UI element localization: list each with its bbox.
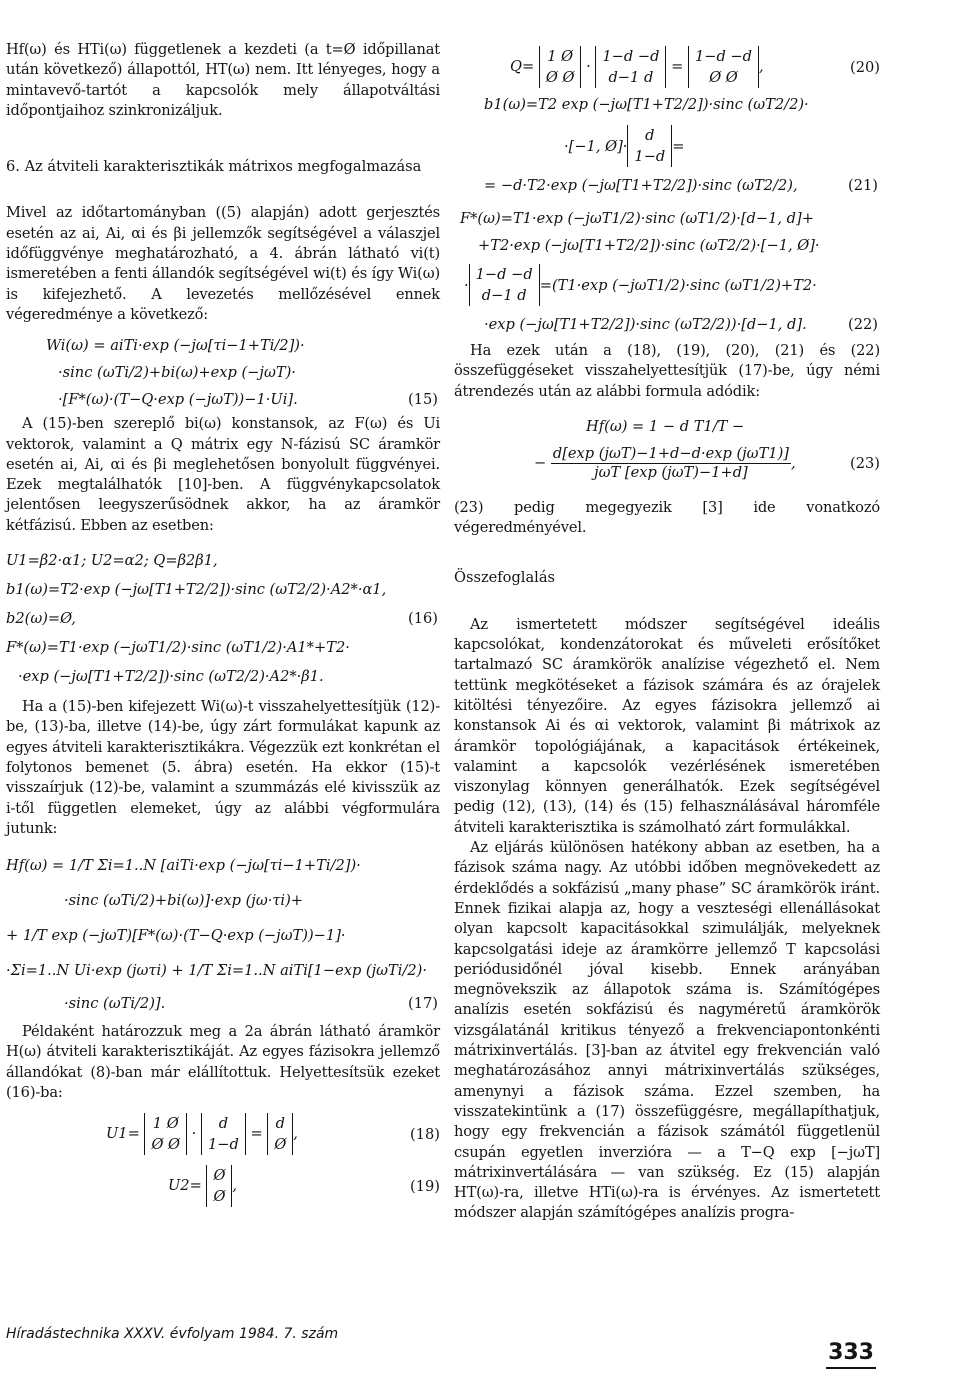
page-number: 333 [826, 1340, 876, 1369]
equation-16-line-2: b1(ω)=T2·exp (−jω[T1+T2/2])·sinc (ωT2/2)·A2*·α1, [6, 581, 387, 599]
equation-16-line-1: U1=β2·α1; U2=α2; Q=β2β1, [6, 552, 218, 570]
equation-17-line-4: ·Σi=1..N Ui·exp (jωτi) + 1/T Σi=1..N aiTi[1−exp (jωTi/2)· [6, 962, 427, 980]
right-column [454, 40, 880, 1224]
intro-paragraph: Hf(ω) és HTi(ω) függetlenek a kezdeti (a t=Ø időpillanat után következő) állapottól, HT(ω) nem. Itt lényeges, hogy a mintavevő-tartót a kapcsolók mely állapotváltási időpontjaihoz szinkronizáljuk. [6, 41, 440, 119]
equation-number: (19) [410, 1177, 440, 1195]
equation-19: U2= Ø Ø, (19) [168, 1167, 440, 1206]
matrix: d 1−d [201, 1113, 246, 1155]
equation-22-line-1: F*(ω)=T1·exp (−jωT1/2)·sinc (ωT1/2)·[d−1, d]+ [460, 210, 814, 227]
paragraph-4: Példaként határozzuk meg a 2a ábrán látható áramkör H(ω) átviteli karakterisztikáját. Az egyes fázisokra jellemző állandókat (8)-ban már elállítottuk. Helyettesítsük ezeket (16)-ba: [6, 1023, 440, 1102]
paragraph-1: Mivel az időtartományban ((5) alapján) adott gerjesztés esetén az ai, Ai, αi és βi jellemzők segítségével a válaszjel időfüggvénye meghatározható, a 4. ábrán látható vi(t) ismeretében a fenti állandók segítségével wi(t) és így Wi(ω) is kifejezhető. A levezetés mellőzésével ennek végeredménye a következő: [6, 204, 440, 323]
left-column [6, 40, 440, 1207]
equation-21-line-2: ·[−1, Ø]· d 1−d = [564, 127, 685, 165]
equation-number: (17) [408, 995, 438, 1013]
equation-16-line-3: b2(ω)=Ø, (16) [6, 610, 438, 628]
equation-number: (20) [850, 58, 880, 76]
equation-21-line-1: b1(ω)=T2 exp (−jω[T1+T2/2])·sinc (ωT2/2)· [484, 96, 809, 113]
summary-heading: Összefoglalás [454, 569, 556, 587]
journal-citation: Híradástechnika XXXV. évfolyam 1984. 7. szám [6, 1326, 339, 1342]
paragraph-right-1: Ha ezek után a (18), (19), (20), (21) és (22) összefüggéseket visszahelyettesítjük (17)-be, úgy némi átrendezés után az alábbi formula adódik: [454, 342, 880, 400]
equation-23-line-1: Hf(ω) = 1 − d T1/T − [586, 417, 745, 435]
matrix: d Ø [267, 1113, 293, 1155]
equation-16-line-4: F*(ω)=T1·exp (−jωT1/2)·sinc (ωT1/2)·A1*+T2· [6, 639, 350, 657]
matrix: 1 Ø Ø Ø [539, 46, 582, 88]
matrix: d 1−d [627, 125, 672, 167]
paragraph-right-3: Az ismertetett módszer segítségével ideális kapcsolókat, kondenzátorokat és műveleti erősítőket tartalmazó SC áramkörök analízise végezhető el. Nem tettünk megkötéseket a fázisok számára és az órajelek kitöltési tényezőire. Az egyes fázisokra jellemző ai konstansok Ai és αi vektorok, valamint βi mátrixok az áramkör topológiájának, a kapacitások értékeinek, valamint a kapcsolók vezérlésének ismeretében viszonylag könnyen generálhatók. Ezek segítségével pedig (12), (13), (14) és (15) felhasználásával háromféle átviteli karakterisztika is számolható zárt formulákkal. [454, 615, 880, 836]
equation-23-line-2: − $\frac{\text{d[exp (jωT)−1+d−d·exp (jωT1)]}}{\text{jωT [exp (jωT)−1+d]}}$ , (23) [534, 444, 880, 481]
fraction: $\frac{\text{d[exp (jωT)−1+d−d·exp (jωT1)]}}{\text{jωT [exp (jωT)−1+d]}}$ [552, 444, 789, 481]
matrix: 1−d −d d−1 d [595, 46, 666, 88]
equation-17-line-5: ·sinc (ωTi/2)]. (17) [64, 995, 438, 1013]
matrix: Ø Ø [206, 1165, 232, 1207]
equation-number: (22) [848, 316, 878, 333]
equation-15-line-2: ·sinc (ωTi/2)+bi(ω)+exp (−jωT)· [58, 364, 296, 382]
paragraph-right-4: Az eljárás különösen hatékony abban az esetben, ha a fázisok száma nagy. Az utóbbi időben megnövekedett az érdeklődés a sokfázisú „many phase” SC áramkörök iránt. Ennek fizikai alapja az, hogy a veszteségi ellenállásokat olyan kapcsolt kapacitásokkal szimulálják, melyeknek kapcsolgatási ideje az áramkörre jellemző T kapcsolási periódusidőnél jóval kisebb. Ennek arányában megnövekszik az állapotok száma is. Számítógépes analízis esetén sokfázisú és nagyméretű áramkörök vizsgálatánál kritikus tényező a frekvenciapontonkénti mátrixinvertálás. [3]-ban az átvitel egy frekvencián való meghatározásához annyi mátrixinvertálás szükséges, amenynyi a fázisok száma. Ezzel szemben, ha visszatekintünk a (17) összefüggésre, megállapíthatjuk, hogy egy frekvencián a fázisok számától függetlenül csupán egyetlen inverzióra — a T−Q exp [−jωT] mátrixinvertálására — van szükség. Ez (15) alapján HT(ω)-ra, illetve HTi(ω)-ra is érvényes. Az ismertetett módszer alapján számítógépes analízis progra- [454, 839, 880, 1222]
equation-15-line-3: ·[F*(ω)·(T−Q·exp (−jωT))−1·Ui]. (15) [58, 391, 438, 409]
paragraph-right-2: (23) pedig megegyezik [3] ide vonatkozó végeredményével. [454, 498, 880, 537]
equation-number: (15) [408, 391, 438, 409]
paragraph-3: Ha a (15)-ben kifejezett Wi(ω)-t visszahelyettesítjük (12)-be, (13)-ba, illetve (14)-be, úgy zárt formulákat kapunk az egyes átviteli karakterisztikákra. Végezzük ezt konkrétan el folytonos bemenet (5. ábra) esetén. Ha ekkor (15)-t visszaírjuk (12)-be, valamint a szummázás elé kivisszük az i-től független elemeket, úgy az alábbi végformulára jutunk: [6, 698, 440, 837]
equation-16-line-5: ·exp (−jω[T1+T2/2])·sinc (ωT2/2)·A2*·β1. [18, 668, 324, 686]
equation-17-line-3: + 1/T exp (−jωT)[F*(ω)·(T−Q·exp (−jωT))−1]· [6, 927, 346, 945]
matrix: 1−d −d d−1 d [469, 264, 540, 306]
equation-number: (21) [848, 177, 878, 194]
equation-17-line-2: ·sinc (ωTi/2)+bi(ω)]·exp (jω·τi)+ [64, 892, 304, 910]
equation-21-line-3: = −d·T2·exp (−jω[T1+T2/2])·sinc (ωT2/2), (21) [484, 177, 878, 194]
equation-22-line-3: · 1−d −d d−1 d =(T1·exp (−jωT1/2)·sinc (ωT1/2)+T2· [464, 266, 817, 304]
equation-22-line-2: +T2·exp (−jω[T1+T2/2])·sinc (ωT2/2)·[−1, Ø]· [478, 237, 820, 254]
section-heading: 6. Az átviteli karakterisztikák mátrixos megfogalmazása [6, 158, 422, 176]
equation-number: (18) [410, 1125, 440, 1143]
equation-20: Q= 1 Ø Ø Ø · 1−d −d d−1 d = 1−d −d Ø Ø, (20) [510, 48, 880, 86]
paragraph-2: A (15)-ben szereplő bi(ω) konstansok, az F(ω) és Ui vektorok, valamint a Q mátrix egy N-fázisú SC áramkör esetén ai, Ai, αi és βi meglehetősen bonyolult függvényei. Ezek megtalálhatók [10]-ben. A függvénykapcsolatok jelentősen leegyszerűsödnek akkor, ha az áramkör kétfázisú. Ebben az esetben: [6, 415, 440, 534]
equation-15-line-1: Wi(ω) = aiTi·exp (−jω[τi−1+Ti/2])· [46, 337, 305, 355]
equation-18: U1= 1 Ø Ø Ø · d 1−d = d Ø, (18) [106, 1115, 440, 1154]
equation-number: (23) [850, 454, 880, 472]
matrix: 1 Ø Ø Ø [144, 1113, 187, 1155]
equation-22-line-4: ·exp (−jω[T1+T2/2])·sinc (ωT2/2))·[d−1, d]. (22) [484, 316, 878, 333]
equation-17-line-1: Hf(ω) = 1/T Σi=1..N [aiTi·exp (−jω[τi−1+Ti/2])· [6, 857, 361, 875]
matrix: 1−d −d Ø Ø [688, 46, 759, 88]
equation-number: (16) [408, 610, 438, 628]
